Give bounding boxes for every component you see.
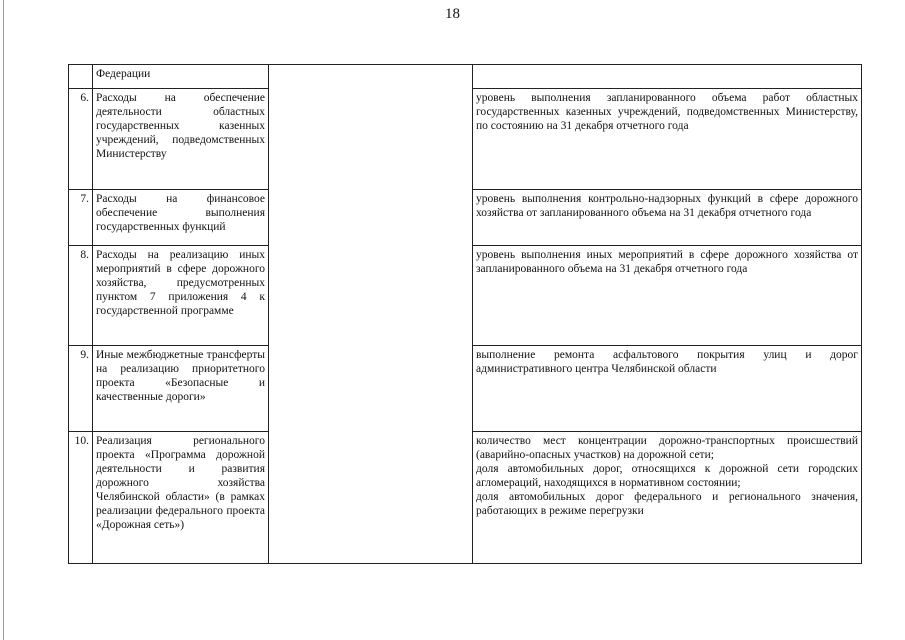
indicator-text: уровень выполнения запланированного объема работ областных государственных казенных учреждений, подведомственных Министерству, по состоянию на 31 декабря отчетного года bbox=[476, 92, 858, 132]
expense-name: Расходы на финансовое обеспечение выполнения государственных функций bbox=[93, 190, 269, 246]
page-margin-line bbox=[3, 0, 4, 640]
row-number: 6. bbox=[69, 89, 93, 190]
indicator-cell bbox=[473, 432, 862, 564]
program-table bbox=[68, 64, 862, 564]
table-row bbox=[69, 65, 862, 89]
row-number: 8. bbox=[69, 246, 93, 346]
page-number: 18 bbox=[445, 6, 460, 22]
indicator-cell bbox=[473, 346, 862, 432]
indicator-cell bbox=[473, 190, 862, 246]
row-number: 10. bbox=[69, 432, 93, 564]
blank-column bbox=[269, 65, 473, 564]
expense-name: Федерации bbox=[93, 65, 269, 89]
expense-name: Расходы на обеспечение деятельности областных государственных казенных учреждений, подведомственных Министерству bbox=[93, 89, 269, 190]
indicator-cell bbox=[473, 89, 862, 190]
indicator-cell bbox=[473, 246, 862, 346]
row-number bbox=[69, 65, 93, 89]
indicator-text: выполнение ремонта асфальтового покрытия улиц и дорог административного центра Челябинской области bbox=[476, 349, 858, 375]
row-number: 9. bbox=[69, 346, 93, 432]
expense-name: Расходы на реализацию иных мероприятий в сфере дорожного хозяйства, предусмотренных пунктом 7 приложения 4 к государственной программе bbox=[93, 246, 269, 346]
row-number: 7. bbox=[69, 190, 93, 246]
indicator-text: количество мест концентрации дорожно-транспортных происшествий (аварийно-опасных участков) на дорожной сети; bbox=[476, 435, 858, 461]
expense-name: Иные межбюджетные трансферты на реализацию приоритетного проекта «Безопасные и качественные дороги» bbox=[93, 346, 269, 432]
expense-name: Реализация регионального проекта «Программа дорожной деятельности и развития дорожного хозяйства Челябинской области» (в рамках реализации федерального проекта «Дорожная сеть») bbox=[93, 432, 269, 564]
indicator-cell bbox=[473, 65, 862, 89]
indicator-text: доля автомобильных дорог, относящихся к дорожной сети городских агломераций, находящихся в нормативном состоянии; bbox=[476, 463, 858, 489]
indicator-text: уровень выполнения контрольно-надзорных функций в сфере дорожного хозяйства от запланированного объема на 31 декабря отчетного года bbox=[476, 193, 858, 219]
indicator-text: доля автомобильных дорог федерального и регионального значения, работающих в режиме перегрузки bbox=[476, 491, 858, 517]
indicator-text: уровень выполнения иных мероприятий в сфере дорожного хозяйства от запланированного объема на 31 декабря отчетного года bbox=[476, 249, 858, 275]
